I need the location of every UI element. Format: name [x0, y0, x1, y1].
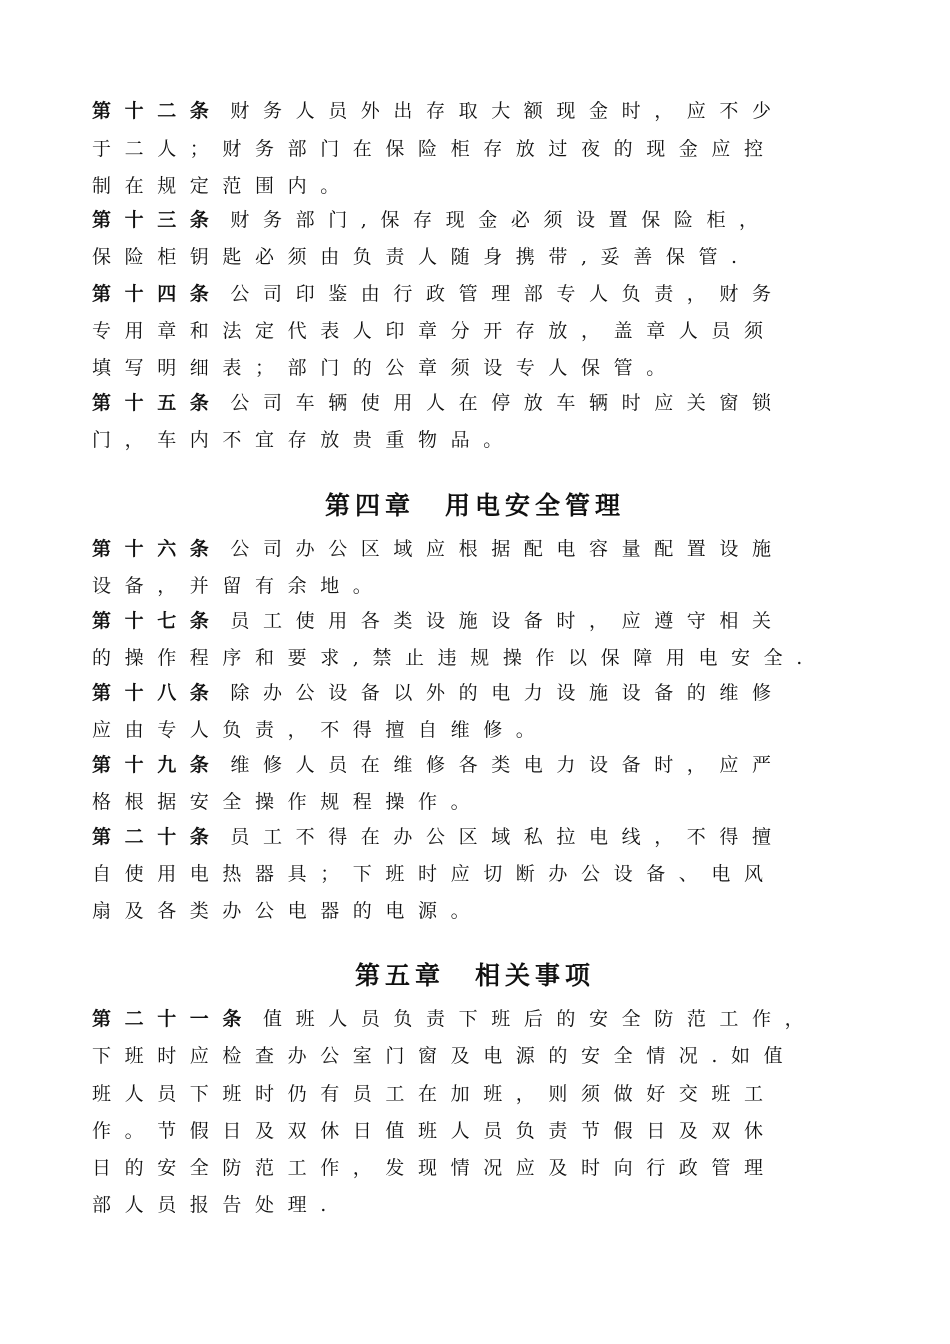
- article-12-line-3: 制在规定范围内。: [92, 175, 353, 197]
- article-18-line-2: 应由专人负责，不得擅自维修。: [92, 719, 549, 741]
- article-14-line-2: 专用章和法定代表人印章分开存放，盖章人员须: [92, 320, 777, 342]
- article-18-line-1: [92, 682, 785, 704]
- article-21-line-3: 班人员下班时仍有员工在加班，则须做好交班工: [92, 1083, 777, 1105]
- article-20-label: 第二十条: [92, 826, 223, 848]
- article-20-text-1: 员工不得在办公区域私拉电线，不得擅: [230, 826, 785, 848]
- article-21-label: 第二十一条: [92, 1008, 256, 1030]
- article-12-label: 第十二条: [92, 100, 223, 122]
- article-18-text-1: 除办公设备以外的电力设施设备的维修: [230, 682, 785, 704]
- article-21-line-6: 部人员报告处理.: [92, 1194, 340, 1216]
- article-16-text-1: 公司办公区域应根据配电容量配置设施: [230, 538, 785, 560]
- article-15-line-2: 门，车内不宜存放贵重物品。: [92, 429, 516, 451]
- chapter-5-heading: [0, 961, 950, 991]
- article-16-label: 第十六条: [92, 538, 223, 560]
- article-17-line-2: 的操作程序和要求,禁止违规操作以保障用电安全.: [92, 647, 816, 669]
- chapter-5-number: 第五章: [354, 961, 445, 990]
- article-21-line-5: 日的安全防范工作，发现情况应及时向行政管理: [92, 1157, 777, 1179]
- article-21-line-4: 作。节假日及双休日值班人员负责节假日及双休: [92, 1120, 777, 1142]
- chapter-4-number: 第四章: [324, 491, 415, 520]
- article-20-line-1: [92, 826, 785, 848]
- article-17-label: 第十七条: [92, 610, 223, 632]
- article-15-line-1: [92, 392, 785, 414]
- article-13-line-2: 保险柜钥匙必须由负责人随身携带,妥善保管.: [92, 246, 751, 268]
- article-12-line-2: 于二人；财务部门在保险柜存放过夜的现金应控: [92, 138, 777, 160]
- article-13-line-1: [92, 209, 772, 231]
- article-21-text-1: 值班人员负责下班后的安全防范工作，: [263, 1008, 818, 1030]
- article-14-label: 第十四条: [92, 283, 223, 305]
- article-21-line-2: 下班时应检查办公室门窗及电源的安全情况.如值: [92, 1045, 797, 1067]
- article-15-text-1: 公司车辆使用人在停放车辆时应关窗锁: [230, 392, 785, 414]
- article-18-label: 第十八条: [92, 682, 223, 704]
- article-13-label: 第十三条: [92, 209, 223, 231]
- article-12-line-1: [92, 100, 785, 122]
- article-19-label: 第十九条: [92, 754, 223, 776]
- article-16-line-2: 设备，并留有余地。: [92, 575, 386, 597]
- article-17-text-1: 员工使用各类设施设备时，应遵守相关: [230, 610, 785, 632]
- article-19-line-2: 格根据安全操作规程操作。: [92, 791, 484, 813]
- article-13-text-1: 财务部门,保存现金必须设置保险柜，: [230, 209, 772, 231]
- article-17-line-1: [92, 610, 785, 632]
- article-14-line-3: 填写明细表；部门的公章须设专人保管。: [92, 357, 679, 379]
- chapter-4-heading: [0, 491, 950, 521]
- chapter-4-title: 用电安全管理: [445, 491, 626, 520]
- article-14-line-1: [92, 283, 785, 305]
- article-16-line-1: [92, 538, 785, 560]
- article-15-label: 第十五条: [92, 392, 223, 414]
- article-20-line-3: 扇及各类办公电器的电源。: [92, 900, 484, 922]
- article-19-text-1: 维修人员在维修各类电力设备时，应严: [230, 754, 785, 776]
- article-20-line-2: 自使用电热器具；下班时应切断办公设备、电风: [92, 863, 777, 885]
- article-14-text-1: 公司印鉴由行政管理部专人负责，财务: [230, 283, 785, 305]
- article-19-line-1: [92, 754, 785, 776]
- chapter-5-title: 相关事项: [475, 961, 596, 990]
- article-21-line-1: [92, 1008, 817, 1030]
- article-12-text-1: 财务人员外出存取大额现金时，应不少: [230, 100, 785, 122]
